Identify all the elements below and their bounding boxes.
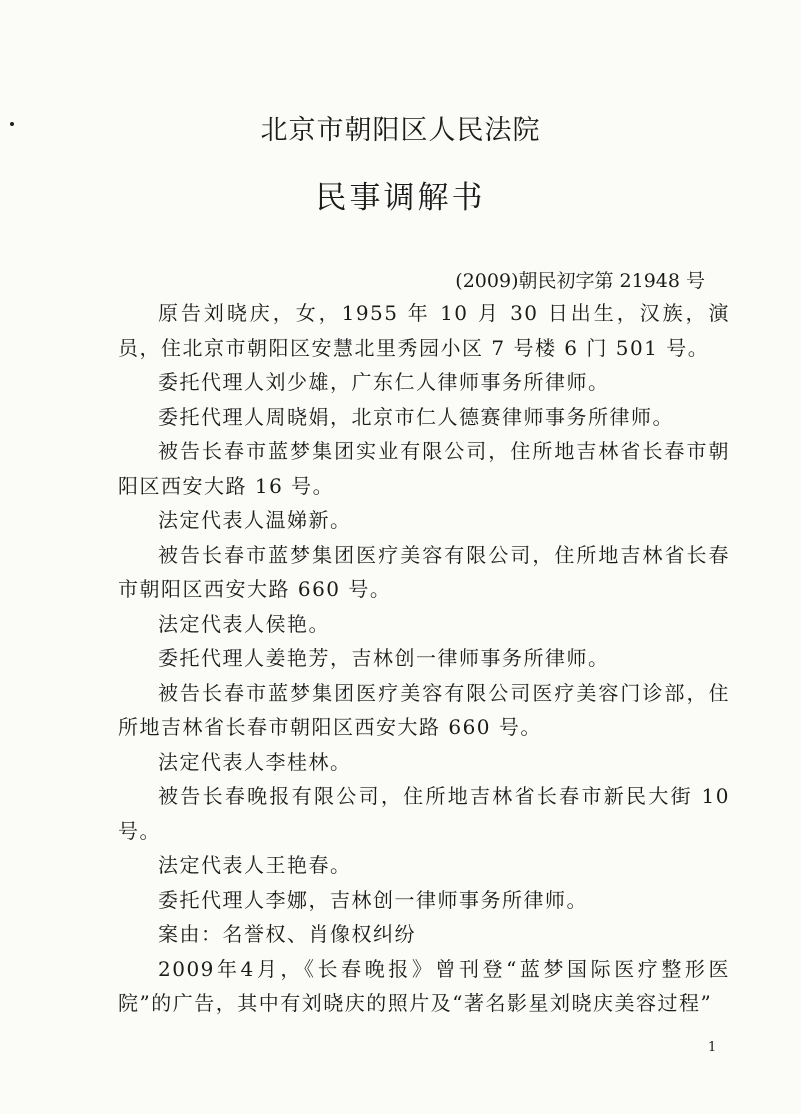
paragraph-agent-4: 委托代理人李娜，吉林创一律师事务所律师。 <box>158 887 588 912</box>
page-number: 1 <box>708 1040 717 1055</box>
paragraph-agent-2: 委托代理人周晓娟，北京市仁人德赛律师事务所律师。 <box>158 404 674 429</box>
paragraph-defendant-4: 被告长春晚报有限公司，住所地吉林省长春市新民大街 10 号。 <box>118 784 730 843</box>
case-number: (2009)朝民初字第 21948 号 <box>455 270 705 292</box>
paragraph-plaintiff: 原告刘晓庆，女，1955 年 10 月 30 日出生，汉族，演员，住北京市朝阳区安慧北里秀园小区 7 号楼 6 门 501 号。 <box>118 301 730 360</box>
paragraph-defendant-2: 被告长春市蓝梦集团医疗美容有限公司，住所地吉林省长春市朝阳区西安大路 660 号。 <box>118 542 730 601</box>
court-name: 北京市朝阳区人民法院 <box>260 115 541 146</box>
paragraph-defendant-3: 被告长春市蓝梦集团医疗美容有限公司医疗美容门诊部，住所地吉林省长春市朝阳区西安大路 660 号。 <box>118 680 730 739</box>
paragraph-legal-rep-2: 法定代表人侯艳。 <box>158 611 330 636</box>
paragraph-cause: 案由：名誉权、肖像权纠纷 <box>158 922 416 946</box>
paragraph-legal-rep-4: 法定代表人王艳春。 <box>158 853 352 877</box>
paragraph-legal-rep-3: 法定代表人李桂林。 <box>158 749 352 774</box>
paragraph-defendant-1: 被告长春市蓝梦集团实业有限公司，住所地吉林省长春市朝阳区西安大路 16 号。 <box>118 439 730 498</box>
paragraph-agent-1: 委托代理人刘少雄，广东仁人律师事务所律师。 <box>158 370 610 394</box>
document-type-title: 民事调解书 <box>315 180 486 216</box>
paragraph-agent-3: 委托代理人姜艳芳，吉林创一律师事务所律师。 <box>158 646 610 670</box>
paragraph-facts: 2009年4月，《长春晚报》曾刊登“蓝梦国际医疗整形医院”的广告，其中有刘晓庆的照片及“著名影星刘晓庆美容过程” <box>118 956 730 1015</box>
document-body <box>118 296 730 1021</box>
paragraph-legal-rep-1: 法定代表人温娣新。 <box>158 508 352 532</box>
